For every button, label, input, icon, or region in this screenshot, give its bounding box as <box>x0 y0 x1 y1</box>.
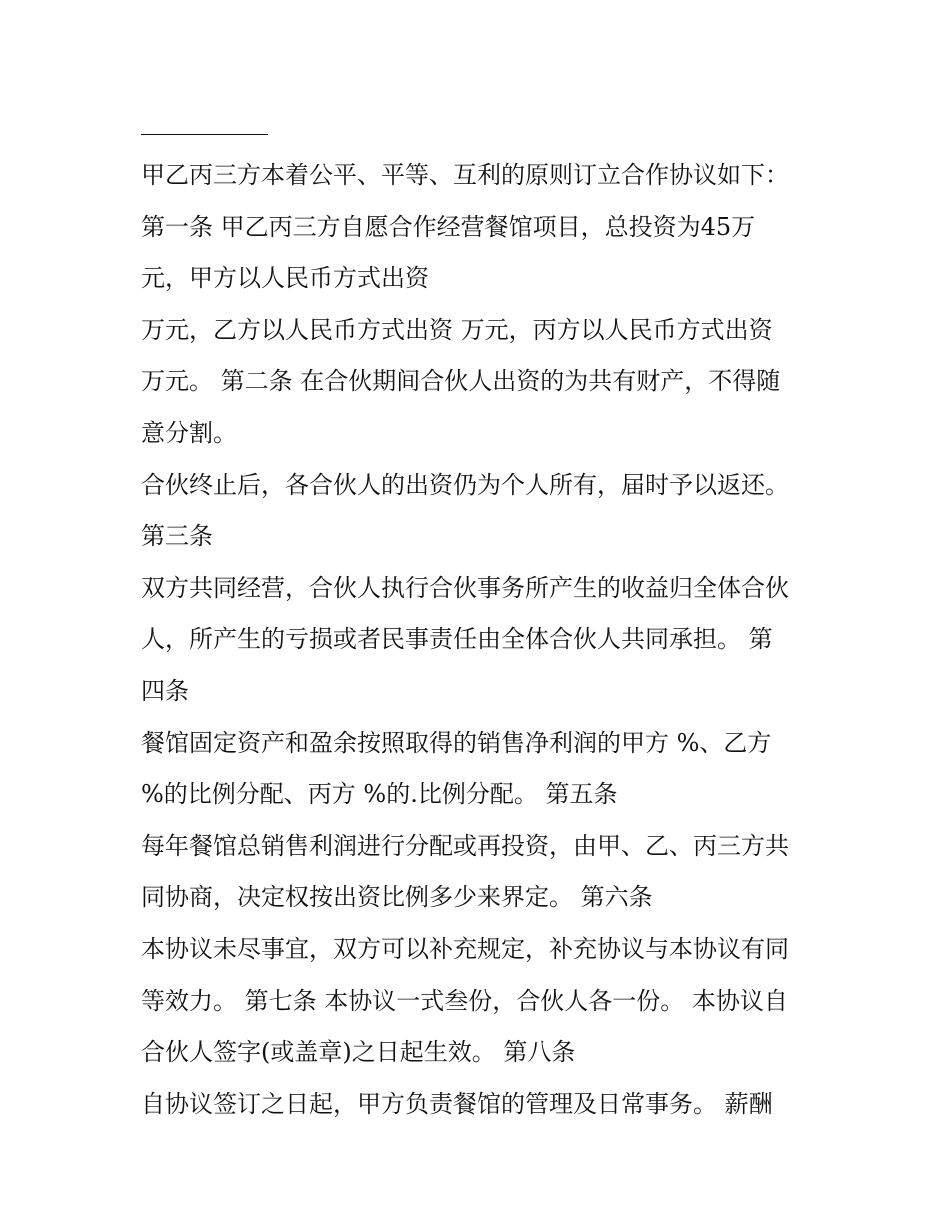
text-line-6: 意分割。 <box>141 418 237 447</box>
text-line-10: 人，所产生的亏损或者民事责任由全体合伙人共同承担。 第 <box>141 625 773 654</box>
fill-in-blank-line <box>141 134 268 135</box>
text-line-18: 合伙人签字(或盖章)之日起生效。 第八条 <box>141 1038 576 1067</box>
text-line-7: 合伙终止后，各合伙人的出资仍为个人所有，届时予以返还。 <box>141 470 789 499</box>
text-line-3: 元，甲方以人民币方式出资 <box>141 264 429 293</box>
text-line-13: %的比例分配、丙方 %的.比例分配。 第五条 <box>141 780 618 809</box>
text-line-5: 万元。 第二条 在合伙期间合伙人出资的为共有财产，不得随 <box>141 367 781 396</box>
text-line-8: 第三条 <box>141 522 213 551</box>
text-line-15: 同协商，决定权按出资比例多少来界定。 第六条 <box>141 883 653 912</box>
text-line-19: 自协议签订之日起，甲方负责餐馆的管理及日常事务。 薪酬 <box>141 1089 773 1118</box>
text-line-17: 等效力。 第七条 本协议一式叁份，合伙人各一份。 本协议自 <box>141 986 788 1015</box>
text-line-4: 万元，乙方以人民币方式出资 万元，丙方以人民币方式出资 <box>141 315 773 344</box>
text-line-14: 每年餐馆总销售利润进行分配或再投资，由甲、乙、丙三方共 <box>141 831 789 860</box>
text-line-9: 双方共同经营，合伙人执行合伙事务所产生的收益归全体合伙 <box>141 573 789 602</box>
text-line-12: 餐馆固定资产和盈余按照取得的销售净利润的甲方 %、乙方 <box>141 728 772 757</box>
text-line-2: 第一条 甲乙丙三方自愿合作经营餐馆项目，总投资为45万 <box>141 212 756 241</box>
text-line-16: 本协议未尽事宜，双方可以补充规定，补充协议与本协议有同 <box>141 934 789 963</box>
text-line-1: 甲乙丙三方本着公平、平等、互利的原则订立合作协议如下： <box>141 161 789 189</box>
text-line-11: 四条 <box>141 676 189 705</box>
agreement-body <box>141 150 831 1130</box>
